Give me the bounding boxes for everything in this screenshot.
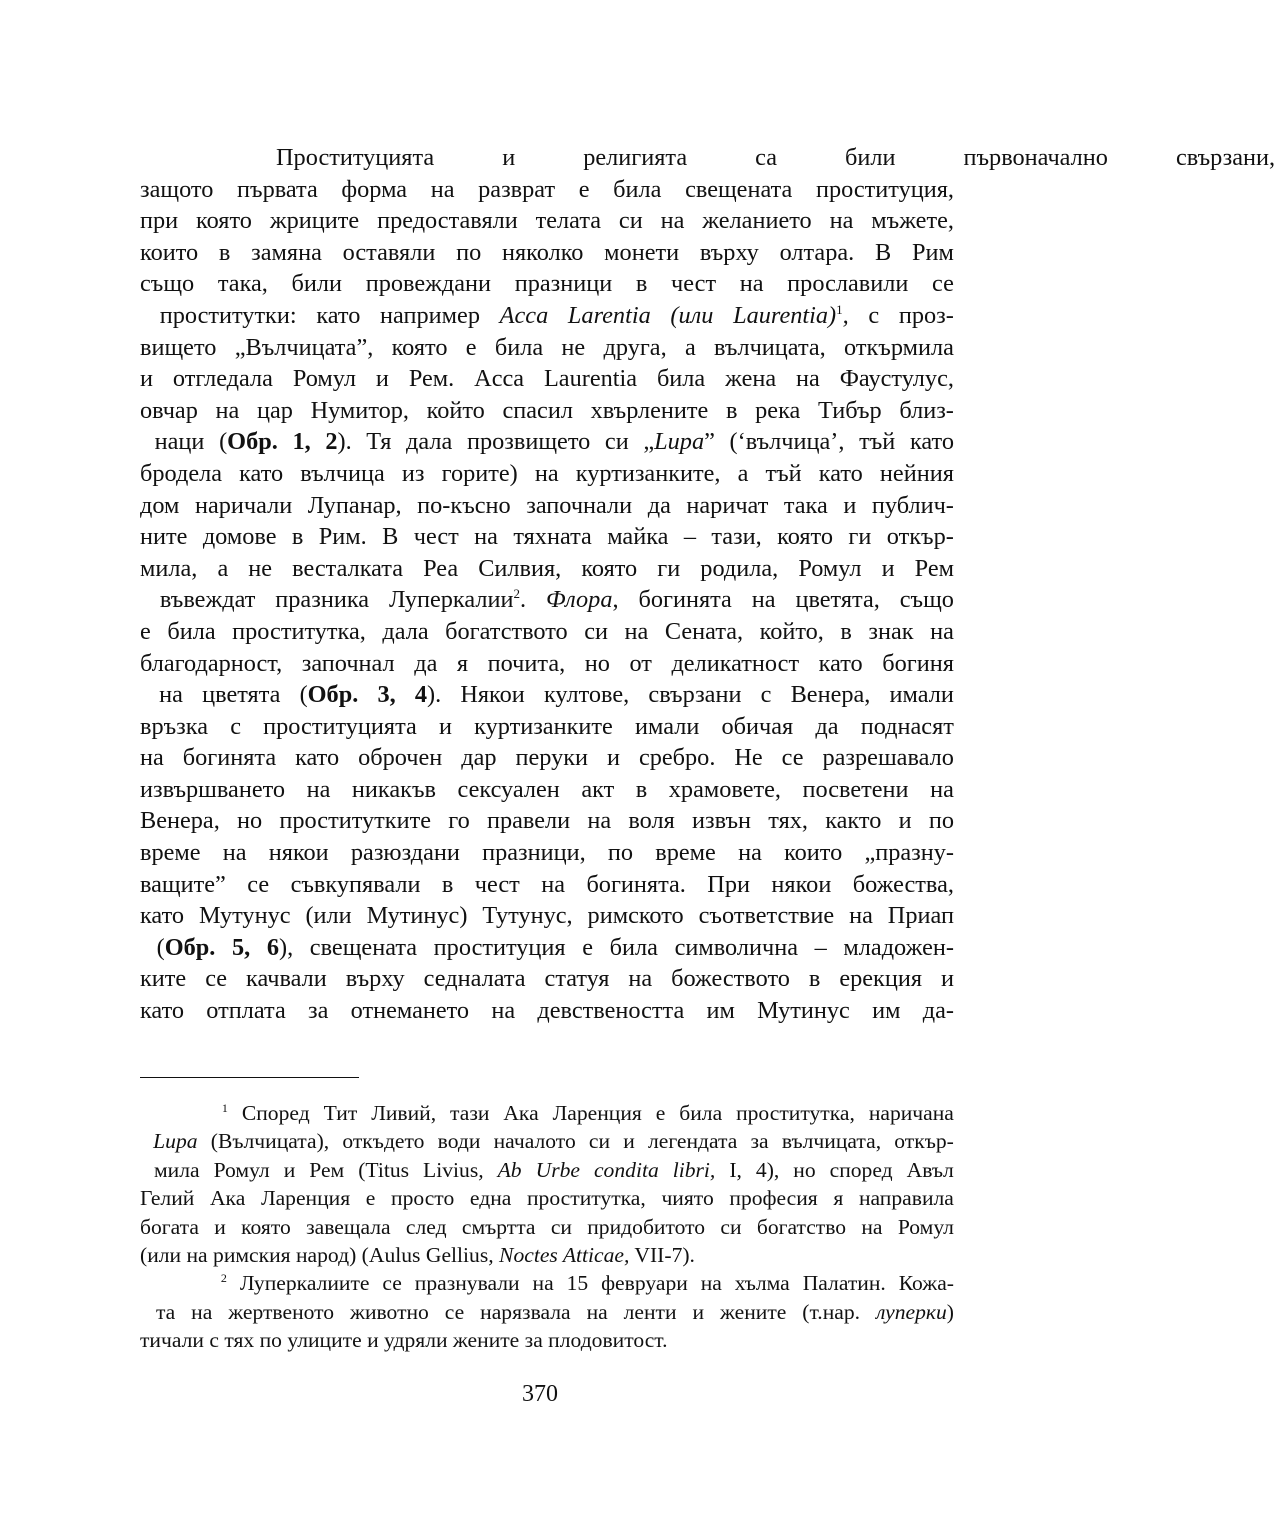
paragraph-line: благодарност, започнал да я почита, но от деликатност като богиня bbox=[140, 649, 954, 677]
paragraph-line: наци (Обр. 1, 2). Тя дала прозвището си „Lupa” (‘вълчица’, тъй като bbox=[154, 428, 954, 456]
footnote-1-line: богата и която завещала след смъртта си придобитото си богатство на Ромул bbox=[140, 1214, 954, 1239]
paragraph-line: на богинята като оброчен дар перуки и сребро. Не се разрешавало bbox=[140, 744, 954, 772]
paragraph-line: като Мутунус (или Мутинус) Тутунус, римското съответствие на Приап bbox=[140, 902, 954, 930]
paragraph-line: ните домове в Рим. В чест на тяхната майка – тази, която ги откър- bbox=[140, 523, 954, 551]
paragraph-line: мила, а не весталката Реа Силвия, която ги родила, Ромул и Рем bbox=[140, 554, 954, 582]
footnote-2-line: та на жертвеното животно се нарязвала на ленти и жените (т.нар. луперки) bbox=[155, 1299, 954, 1324]
paragraph-line: на цветята (Обр. 3, 4). Някои култове, свързани с Венера, имали bbox=[159, 681, 954, 709]
paragraph-line: вището „Вълчицата”, която е била не друга, а вълчицата, откърмила bbox=[140, 333, 954, 361]
paragraph-line: овчар на цар Нумитор, който спасил хвърлените в река Тибър близ- bbox=[140, 396, 954, 424]
paragraph-line: ките се качвали върху седналата статуя на божеството в ерекция и bbox=[140, 965, 954, 993]
footnote-1-line: мила Ромул и Рем (Titus Livius, Ab Urbe condita libri, I, 4), но според Авъл bbox=[153, 1157, 954, 1182]
paragraph-line: защото първата форма на разврат е била свещената проституция, bbox=[140, 175, 954, 203]
main-paragraph bbox=[140, 142, 1275, 1027]
footnote-1-line: Lupa (Вълчицата), откъдето води началото си и легендата за вълчицата, откър- bbox=[153, 1129, 954, 1154]
paragraph-line: и отгледала Ромул и Рем. Acca Laurentia била жена на Фаустулус, bbox=[140, 365, 954, 393]
paragraph-line: като отплата за отнемането на девствеността им Мутинус им да- bbox=[140, 997, 954, 1025]
footnote-1-line: Гелий Ака Ларенция е просто една проститутка, чиято професия я направила bbox=[140, 1186, 954, 1211]
paragraph-line: проститутки: като например Acca Larentia (или Laurentia)$^1$, с проз- bbox=[159, 301, 954, 329]
paragraph-line: също така, били провеждани празници в чест на прославили се bbox=[140, 270, 954, 298]
paragraph-line: (Обр. 5, 6), свещената проституция е била символична – младожен- bbox=[156, 933, 954, 961]
paragraph-line: бродела като вълчица из горите) на куртизанките, а тъй като нейния bbox=[140, 459, 954, 487]
paragraph-line: връзка с проституцията и куртизанките имали обичая да поднасят bbox=[140, 712, 954, 740]
paragraph-line: които в замяна оставяли по няколко монети върху олтара. В Рим bbox=[140, 238, 954, 266]
paragraph-line: при която жриците предоставяли телата си на желанието на мъжете, bbox=[140, 207, 954, 235]
footnote-2: $^2$ Луперкалиите се празнували на 15 февруари на хълма Палатин. Кожа- bbox=[220, 1271, 954, 1296]
paragraph-line: време на някои разюздани празници, по време на които „празну- bbox=[140, 839, 954, 867]
paragraph-line: въвеждат празника Луперкалии$^2$. Флора, богинята на цветята, също bbox=[159, 586, 954, 614]
footnotes bbox=[140, 1099, 954, 1355]
paragraph-line: ващите” се съвкупявали в чест на богинята. При някои божества, bbox=[140, 870, 954, 898]
footnote-2-line: тичали с тях по улиците и удряли жените за плодовитост. bbox=[140, 1328, 668, 1353]
footnote-1: $^1$ Според Тит Ливий, тази Ака Ларенция е била проститутка, наричана bbox=[221, 1101, 954, 1125]
paragraph-line: извършването на никакъв сексуален акт в храмовете, посветени на bbox=[140, 775, 954, 803]
footnote-separator bbox=[140, 1077, 359, 1078]
paragraph-line: Проституцията и религията са били първоначално свързани, bbox=[276, 144, 1275, 171]
paragraph-line: Венера, но проститутките го правели на воля извън тях, както и по bbox=[140, 807, 954, 835]
paragraph-line: дом наричали Лупанар, по-късно започнали да наричат така и публич- bbox=[140, 491, 954, 519]
paragraph-line: е била проститутка, дала богатството си на Сената, който, в знак на bbox=[140, 617, 954, 645]
page-number: 370 bbox=[522, 1381, 558, 1407]
footnote-1-line: (или на римския народ) (Aulus Gellius, Noctes Atticae, VII-7). bbox=[140, 1243, 695, 1268]
